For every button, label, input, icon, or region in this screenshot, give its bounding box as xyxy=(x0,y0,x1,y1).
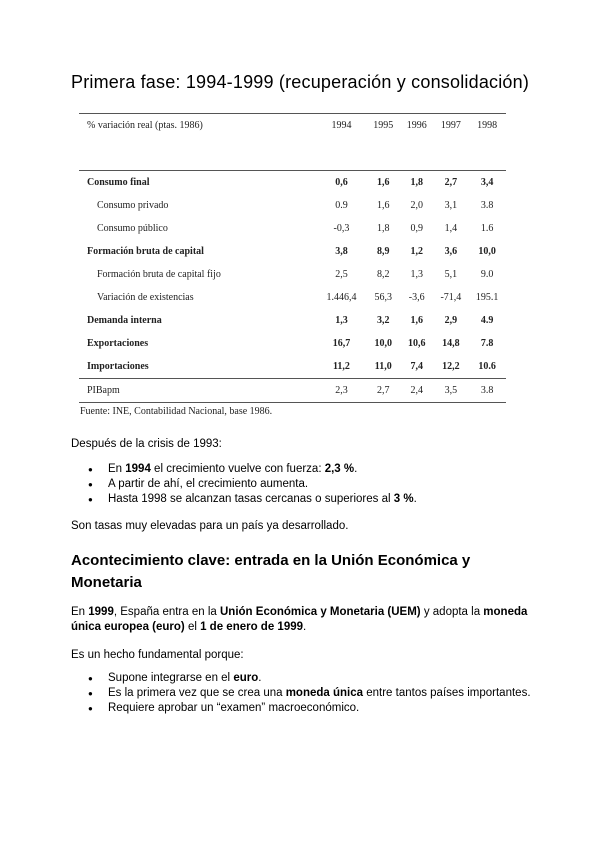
cell: 8,2 xyxy=(377,269,390,280)
cell: 1,3 xyxy=(335,315,348,326)
cell: 10.6 xyxy=(478,361,496,372)
cell: 0.9 xyxy=(335,200,348,211)
cell: 16,7 xyxy=(332,338,351,349)
table-row-total xyxy=(79,379,506,403)
cell: 3,1 xyxy=(444,200,458,211)
table-header-year: 1994 xyxy=(331,120,352,131)
list-item: ● Requiere aprobar un “examen” macroeconómico. xyxy=(71,701,531,716)
section-heading: Acontecimiento clave: entrada en la Unión Económica y Monetaria xyxy=(71,552,471,591)
list-item: ● En 1994 el crecimiento vuelve con fuerza: 2,3 %. xyxy=(71,462,417,477)
table-header-year: 1995 xyxy=(373,120,394,131)
table-row xyxy=(79,355,506,379)
page-title: Primera fase: 1994-1999 (recuperación y consolidación) xyxy=(71,72,530,92)
cell: 1,6 xyxy=(377,200,390,211)
cell: 11,0 xyxy=(374,361,392,372)
row-label: Consumo público xyxy=(97,223,168,234)
cell: 3,2 xyxy=(377,315,390,326)
table-header-year: 1998 xyxy=(477,120,498,131)
cell: 1.6 xyxy=(480,223,494,234)
macro-table-figure xyxy=(79,113,506,417)
cell: 1,8 xyxy=(377,223,390,234)
cell: 3,6 xyxy=(444,246,458,257)
cell: 10,0 xyxy=(374,338,392,349)
cell: 2,3 xyxy=(316,379,366,403)
table-row xyxy=(79,171,506,195)
row-label: Variación de existencias xyxy=(97,292,194,303)
intro-text: Después de la crisis de 1993: xyxy=(71,438,222,450)
cell: 7.8 xyxy=(480,338,494,349)
cell: 1,4 xyxy=(444,223,458,234)
cell: 12,2 xyxy=(442,361,460,372)
uem-paragraph: En 1999, España entra en la Unión Económica y Monetaria (UEM) y adopta la moneda única europea (euro) el 1 de enero de 1999. xyxy=(71,606,528,633)
cell: 1.446,4 xyxy=(326,292,357,303)
table-header-label: % variación real (ptas. 1986) xyxy=(87,120,203,131)
table-row xyxy=(79,332,506,355)
cell: 195.1 xyxy=(475,292,499,303)
row-label: Formación bruta de capital fijo xyxy=(97,269,221,280)
list-item: ● Es la primera vez que se crea una moneda única entre tantos países importantes. xyxy=(71,686,531,701)
row-label: Formación bruta de capital xyxy=(87,246,204,257)
row-label: PIBapm xyxy=(79,379,316,403)
table-row xyxy=(79,240,506,263)
table-row xyxy=(79,286,506,309)
cell: 3.8 xyxy=(468,379,506,403)
row-label: Demanda interna xyxy=(87,315,162,326)
cell: 9.0 xyxy=(480,269,494,280)
cell: 1,2 xyxy=(410,246,423,257)
row-label: Importaciones xyxy=(87,361,149,372)
cell: -3,6 xyxy=(408,292,425,303)
table-source: Fuente: INE, Contabilidad Nacional, base 1986. xyxy=(80,406,273,417)
table-header-spacer xyxy=(79,146,506,171)
cell: 0,9 xyxy=(410,223,423,234)
cell: 8,9 xyxy=(377,246,390,257)
table-row xyxy=(79,309,506,332)
cell: 1,8 xyxy=(410,177,423,188)
cell: 2,7 xyxy=(444,177,458,188)
list-item: ● A partir de ahí, el crecimiento aumenta. xyxy=(71,477,417,492)
table-row xyxy=(79,263,506,286)
table-row xyxy=(79,217,506,240)
row-label: Consumo privado xyxy=(97,200,169,211)
list-item: ● Supone integrarse en el euro. xyxy=(71,671,531,686)
growth-bullets xyxy=(71,462,417,507)
cell: 10,6 xyxy=(407,338,426,349)
cell: 2,4 xyxy=(400,379,433,403)
row-label: Exportaciones xyxy=(87,338,149,349)
cell: 5,1 xyxy=(444,269,458,280)
cell: -0,3 xyxy=(333,223,350,234)
table-row xyxy=(79,194,506,217)
cell: 14,8 xyxy=(442,338,460,349)
cell: 3,8 xyxy=(335,246,348,257)
cell: 2,7 xyxy=(367,379,400,403)
cell: 2,0 xyxy=(410,200,423,211)
cell: 3,4 xyxy=(480,177,494,188)
table-header-year: 1996 xyxy=(406,120,427,131)
macro-table xyxy=(79,113,506,403)
why-text: Es un hecho fundamental porque: xyxy=(71,649,244,661)
cell: 2,9 xyxy=(444,315,458,326)
reasons-bullets xyxy=(71,671,531,716)
cell: 1,3 xyxy=(410,269,423,280)
cell: 11,2 xyxy=(332,361,350,372)
cell: 0,6 xyxy=(335,177,348,188)
cell: 3.8 xyxy=(480,200,494,211)
list-item: ● Hasta 1998 se alcanzan tasas cercanas o superiores al 3 %. xyxy=(71,492,417,507)
cell: -71,4 xyxy=(440,292,462,303)
cell: 1,6 xyxy=(410,315,423,326)
cell: 1,6 xyxy=(377,177,390,188)
cell: 4.9 xyxy=(480,315,494,326)
cell: 2,5 xyxy=(335,269,348,280)
row-label: Consumo final xyxy=(87,177,150,188)
cell: 3,5 xyxy=(433,379,468,403)
table-header-year: 1997 xyxy=(440,120,461,131)
cell: 10,0 xyxy=(478,246,496,257)
cell: 56,3 xyxy=(374,292,392,303)
cell: 7,4 xyxy=(410,361,423,372)
table-header-row xyxy=(79,114,506,147)
conclusion-text: Son tasas muy elevadas para un país ya desarrollado. xyxy=(71,520,349,532)
